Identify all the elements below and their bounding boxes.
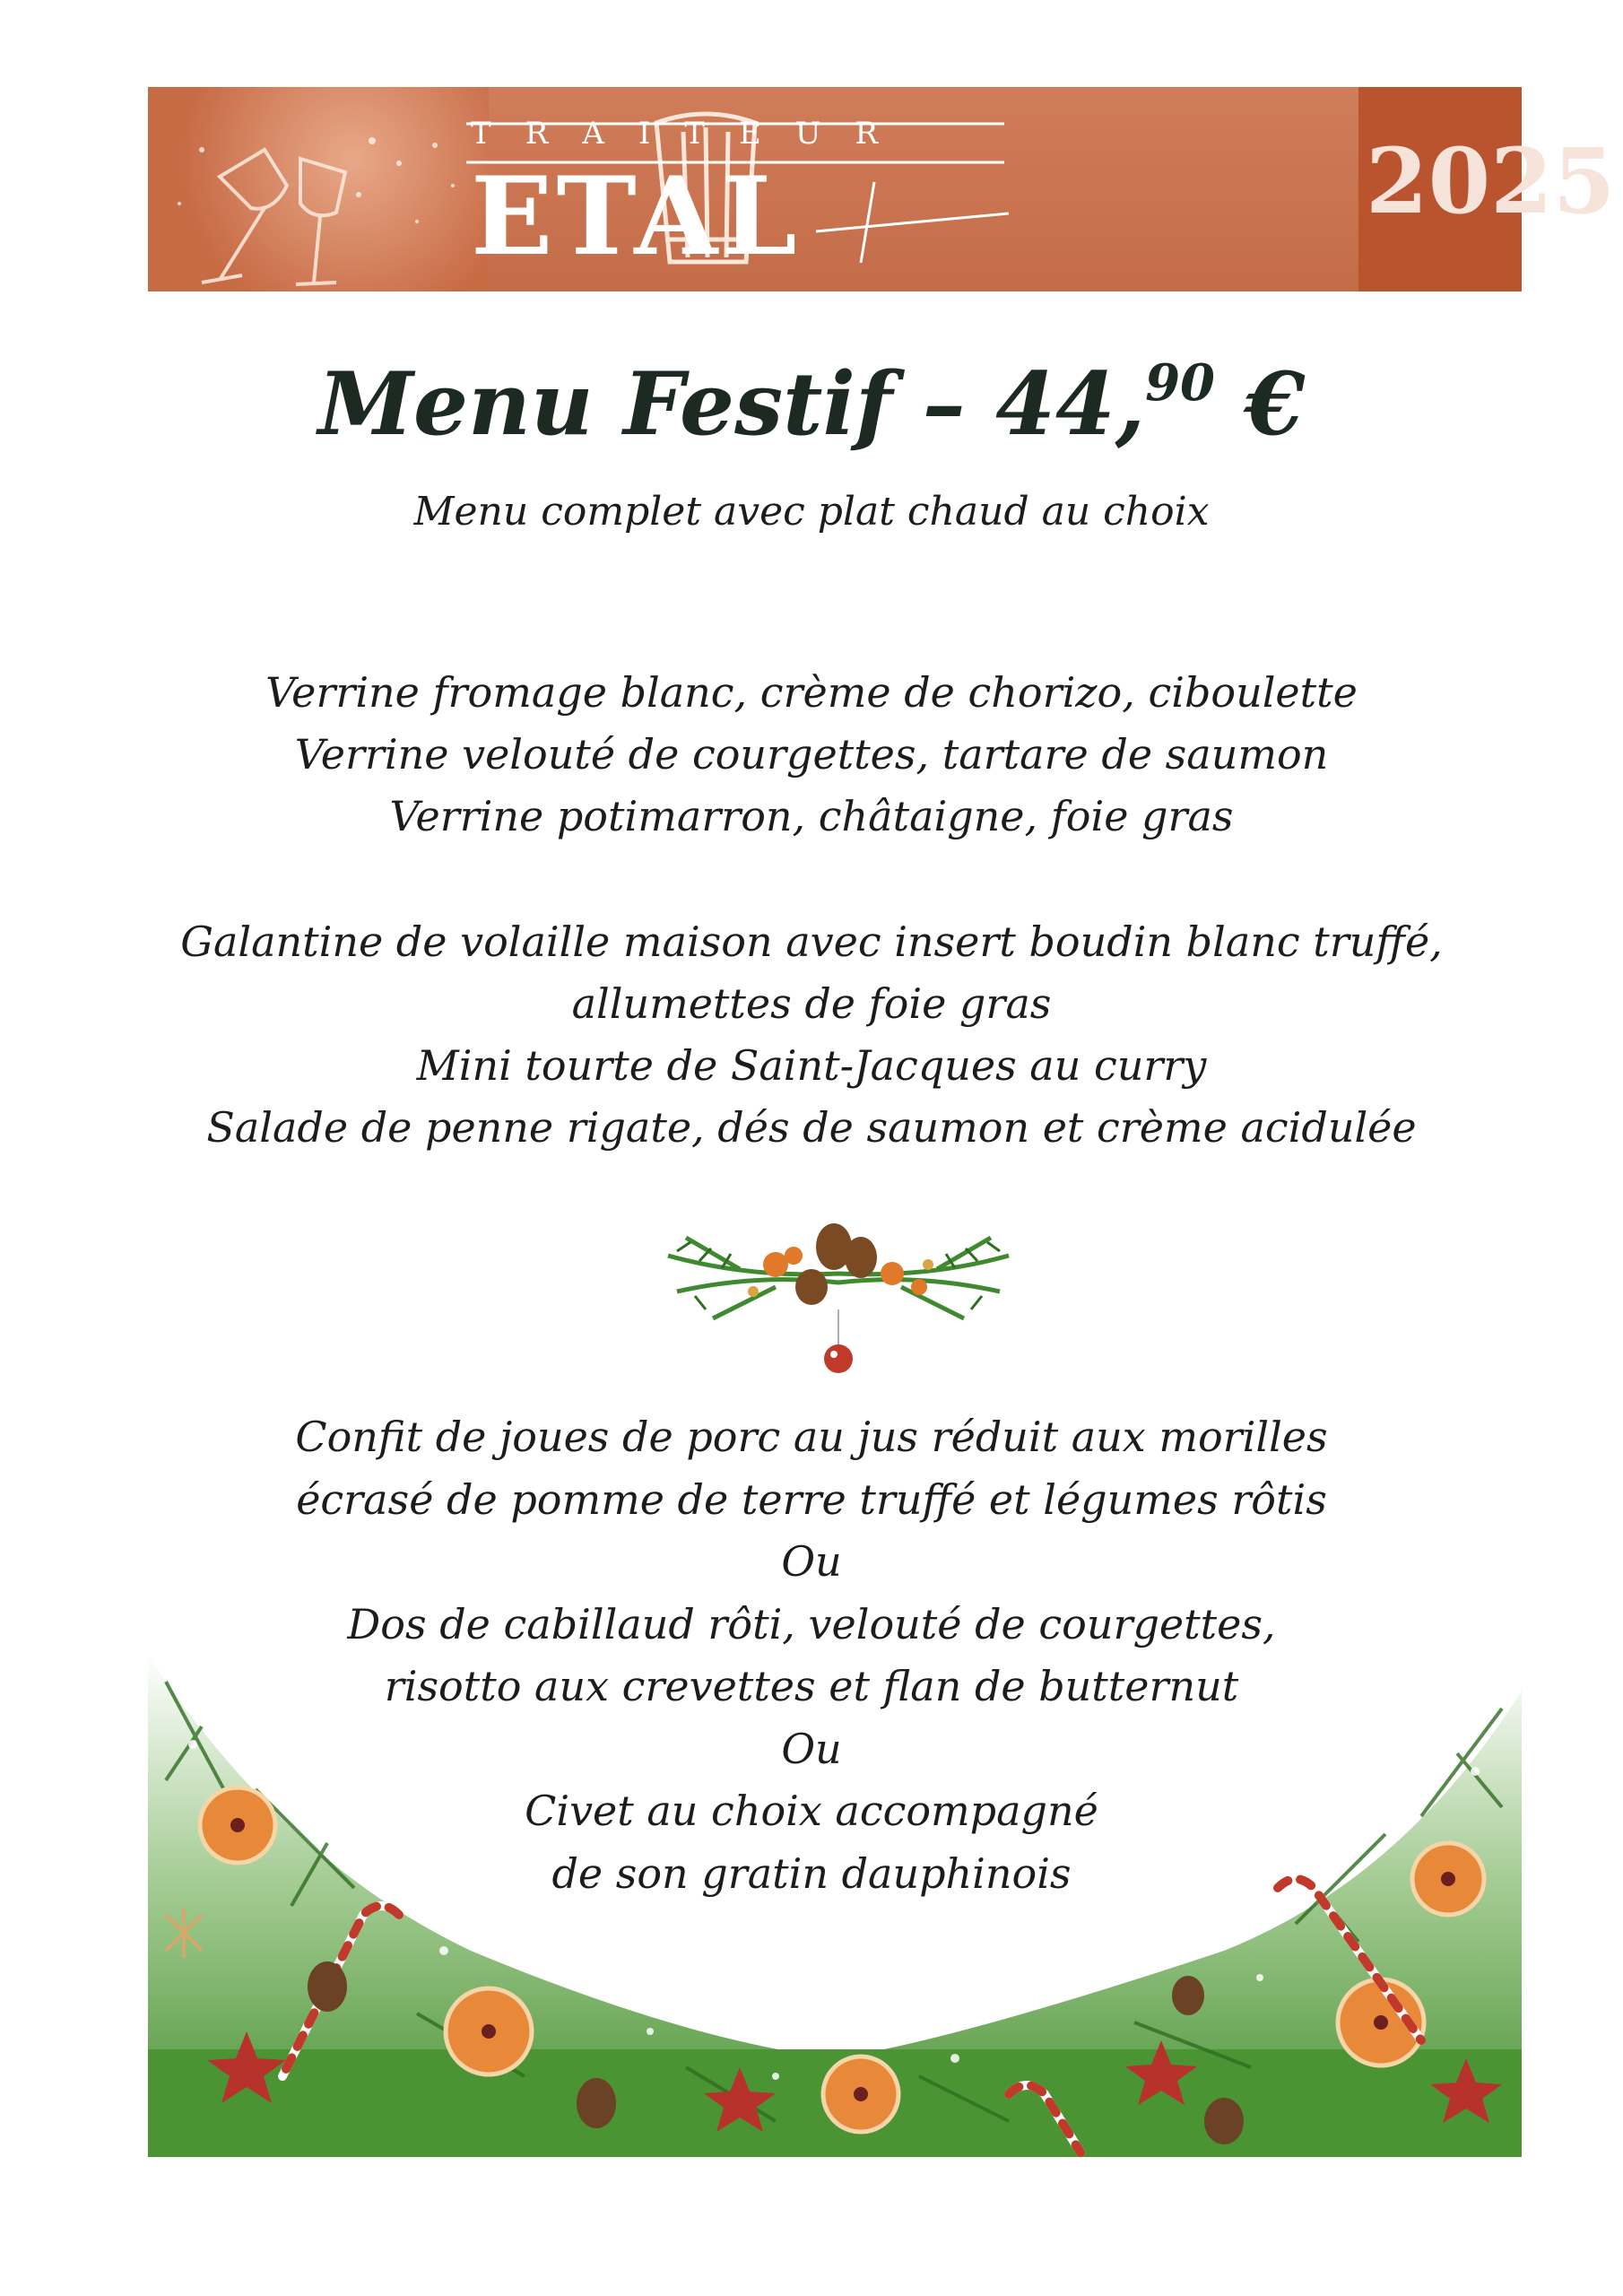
menu-title-main: Menu Festif – 44, <box>317 353 1146 455</box>
christmas-garland-illustration <box>148 1655 1522 2157</box>
menu-subtitle: Menu complet avec plat chaud au choix <box>413 489 1210 535</box>
menu-line: Dos de cabillaud rôti, velouté de courgettes, <box>347 1599 1276 1648</box>
brand-tagline: TRAITEUR <box>471 116 913 152</box>
menu-title-cents: 90 <box>1145 353 1216 413</box>
menu-line: Verrine velouté de courgettes, tartare de saumon <box>294 730 1329 778</box>
pine-sprig-divider <box>659 1202 1018 1386</box>
entrees-section <box>0 911 1623 1159</box>
menu-line: risotto aux crevettes et flan de butternut <box>384 1662 1239 1710</box>
menu-line: Confit de joues de porc au jus réduit aux morilles <box>295 1413 1328 1461</box>
menu-line: Salade de penne rigate, dés de saumon et crème acidulée <box>206 1103 1417 1152</box>
header-banner <box>148 87 1616 291</box>
menu-title-currency: € <box>1245 353 1306 455</box>
menu-line: Civet au choix accompagné <box>525 1787 1098 1835</box>
menu-line: allumettes de foie gras <box>571 979 1052 1028</box>
menu-line: Verrine potimarron, châtaigne, foie gras <box>389 792 1234 840</box>
choice-separator: Ou <box>781 1724 842 1773</box>
menu-line: Verrine fromage blanc, crème de chorizo, ciboulette <box>265 668 1358 717</box>
year-label: 2025 <box>1366 128 1616 234</box>
champagne-glasses-icon <box>166 123 489 289</box>
verrines-section <box>0 662 1623 848</box>
menu-title <box>0 354 1623 454</box>
menu-line: de son gratin dauphinois <box>551 1848 1072 1898</box>
menu-line: écrasé de pomme de terre truffé et légumes rôtis <box>296 1474 1327 1524</box>
brand-name: ETAL <box>471 153 801 280</box>
menu-line: Mini tourte de Saint-Jacques au curry <box>416 1041 1207 1090</box>
menu-line: Galantine de volaille maison avec insert boudin blanc truffé, <box>180 918 1443 966</box>
choice-separator: Ou <box>781 1537 842 1586</box>
